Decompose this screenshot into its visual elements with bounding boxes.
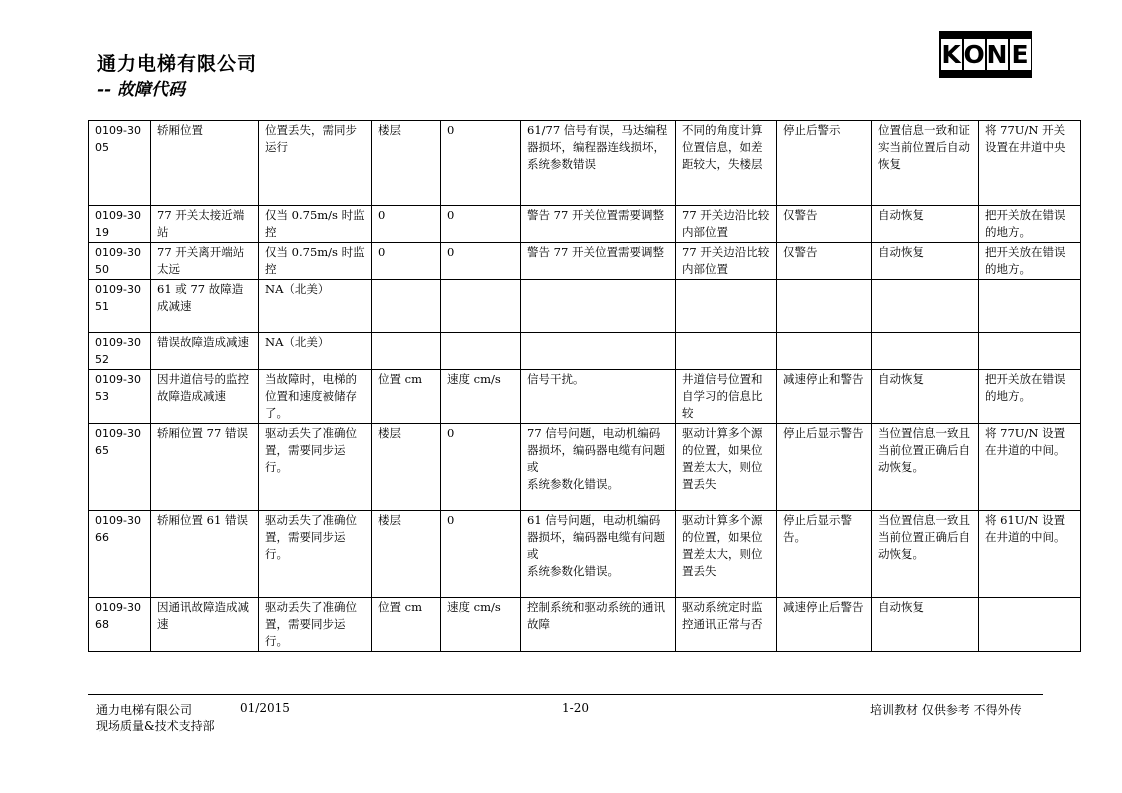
cell-text: 当位置信息一致且当前位置正确后自动恢复。: [878, 513, 970, 561]
table-row: [89, 370, 1081, 424]
cell-text: 仅当 0.75m/s 时监控: [265, 208, 365, 239]
table-cell: [372, 243, 441, 280]
table-cell: [372, 333, 441, 370]
table-cell: [151, 598, 259, 652]
table-cell: [89, 424, 151, 511]
table-cell: [372, 280, 441, 333]
table-cell: [89, 280, 151, 333]
cell-text: 停止后显示警告: [783, 426, 864, 440]
table-cell: [676, 424, 777, 511]
cell-text: 减速停止和警告: [783, 372, 864, 386]
table-cell: [151, 243, 259, 280]
table-cell: [777, 280, 872, 333]
cell-text: 楼层: [378, 123, 401, 137]
table-cell: [872, 121, 979, 206]
table-row: [89, 280, 1081, 333]
cell-text: 自动恢复: [878, 372, 924, 386]
table-cell: [979, 206, 1081, 243]
cell-text: 61 信号问题，电动机编码器损坏，编码器电缆有问题或 系统参数化错误。: [527, 513, 665, 578]
fault-code: 0109-3005: [95, 124, 141, 154]
table-cell: [441, 333, 521, 370]
cell-text: 将 77U/N 设置在井道的中间。: [985, 426, 1066, 457]
cell-text: 77 信号问题，电动机编码器损坏，编码器电缆有问题或 系统参数化错误。: [527, 426, 665, 491]
cell-text: 驱动丢失了准确位置，需要同步运行。: [265, 513, 357, 561]
table-cell: [979, 370, 1081, 424]
cell-text: 位置 cm: [378, 372, 423, 386]
cell-text: 0: [447, 245, 455, 259]
cell-text: 将 77U/N 开关设置在井道中央: [985, 123, 1066, 154]
fault-code: 0109-3019: [95, 209, 141, 239]
cell-text: 轿厢位置 61 错误: [157, 513, 248, 527]
table-cell: [259, 121, 372, 206]
table-cell: [676, 370, 777, 424]
table-cell: [521, 424, 676, 511]
table-cell: [441, 424, 521, 511]
table-cell: [259, 243, 372, 280]
table-row: [89, 333, 1081, 370]
table-cell: [676, 511, 777, 598]
logo-letter: N: [986, 40, 1008, 69]
table-cell: [872, 280, 979, 333]
table-cell: [89, 206, 151, 243]
table-cell: [979, 424, 1081, 511]
cell-text: 不同的角度计算位置信息，如差距较大，失楼层: [682, 123, 763, 171]
footer-department: 现场质量&技术支持部: [96, 719, 215, 733]
table-row: [89, 121, 1081, 206]
table-cell: [676, 598, 777, 652]
table-cell: [979, 333, 1081, 370]
table-cell: [151, 424, 259, 511]
cell-text: 77 开关边沿比较内部位置: [682, 208, 770, 239]
table-cell: [521, 598, 676, 652]
cell-text: 把开关放在错误的地方。: [985, 208, 1066, 239]
cell-text: NA（北美）: [265, 282, 330, 296]
cell-text: 轿厢位置: [157, 123, 203, 137]
cell-text: 因通讯故障造成减速: [157, 600, 249, 631]
fault-code: 0109-3068: [95, 601, 141, 631]
table-cell: [259, 598, 372, 652]
cell-text: 把开关放在错误的地方。: [985, 372, 1066, 403]
table-cell: [259, 511, 372, 598]
cell-text: 0: [447, 513, 455, 527]
table-cell: [441, 243, 521, 280]
cell-text: 因井道信号的监控故障造成减速: [157, 372, 249, 403]
cell-text: 仅当 0.75m/s 时监控: [265, 245, 365, 276]
cell-text: 自动恢复: [878, 600, 924, 614]
logo-letter: K: [941, 40, 961, 69]
table-cell: [151, 206, 259, 243]
cell-text: 警告 77 开关位置需要调整: [527, 245, 664, 259]
cell-text: 0: [447, 123, 455, 137]
table-cell: [676, 243, 777, 280]
cell-text: 速度 cm/s: [447, 600, 501, 614]
table-cell: [777, 121, 872, 206]
footer-company: 通力电梯有限公司: [96, 703, 193, 717]
cell-text: 61 或 77 故障造成减速: [157, 282, 244, 313]
table-cell: [441, 511, 521, 598]
cell-text: 速度 cm/s: [447, 372, 501, 386]
table-cell: [777, 206, 872, 243]
table-cell: [777, 333, 872, 370]
cell-text: 自动恢复: [878, 245, 924, 259]
table-cell: [521, 121, 676, 206]
table-cell: [441, 280, 521, 333]
table-cell: [89, 598, 151, 652]
cell-text: NA（北美）: [265, 335, 330, 349]
table-cell: [151, 121, 259, 206]
cell-text: 当位置信息一致且当前位置正确后自动恢复。: [878, 426, 970, 474]
table-row: [89, 243, 1081, 280]
table-cell: [441, 121, 521, 206]
table-cell: [872, 424, 979, 511]
company-title: 通力电梯有限公司: [97, 53, 258, 75]
cell-text: 控制系统和驱动系统的通讯故障: [527, 600, 665, 631]
table-cell: [521, 280, 676, 333]
table-cell: [259, 370, 372, 424]
fault-code-table: [88, 120, 1081, 652]
table-cell: [676, 333, 777, 370]
table-cell: [89, 121, 151, 206]
cell-text: 位置丢失，需同步运行: [265, 123, 357, 154]
cell-text: 停止后显示警告。: [783, 513, 852, 544]
table-cell: [979, 280, 1081, 333]
fault-code: 0109-3052: [95, 336, 141, 366]
cell-text: 轿厢位置 77 错误: [157, 426, 248, 440]
cell-text: 0: [447, 426, 455, 440]
cell-text: 信号干扰。: [527, 372, 585, 386]
table-cell: [777, 598, 872, 652]
cell-text: 仅警告: [783, 245, 818, 259]
cell-text: 把开关放在错误的地方。: [985, 245, 1066, 276]
fault-code: 0109-3065: [95, 427, 141, 457]
table-cell: [777, 424, 872, 511]
table-cell: [777, 243, 872, 280]
cell-text: 驱动丢失了准确位置，需要同步运行。: [265, 426, 357, 474]
table-cell: [372, 511, 441, 598]
table-cell: [872, 243, 979, 280]
table-cell: [89, 243, 151, 280]
cell-text: 楼层: [378, 513, 401, 527]
table-cell: [521, 511, 676, 598]
table-cell: [151, 333, 259, 370]
cell-text: 将 61U/N 设置在井道的中间。: [985, 513, 1066, 544]
footer-notice: 培训教材 仅供参考 不得外传: [870, 703, 1022, 717]
table-cell: [872, 598, 979, 652]
table-row: [89, 598, 1081, 652]
logo-letter: E: [1011, 40, 1029, 69]
table-cell: [259, 424, 372, 511]
table-cell: [872, 511, 979, 598]
table-cell: [777, 370, 872, 424]
cell-text: 驱动丢失了准确位置，需要同步运行。: [265, 600, 357, 648]
table-cell: [676, 206, 777, 243]
table-cell: [676, 121, 777, 206]
footer-page-number: 1-20: [562, 701, 589, 715]
table-cell: [372, 370, 441, 424]
cell-text: 停止后警示: [783, 123, 841, 137]
fault-code: 0109-3050: [95, 246, 141, 276]
table-cell: [372, 424, 441, 511]
cell-text: 自动恢复: [878, 208, 924, 222]
table-cell: [441, 370, 521, 424]
table-cell: [979, 243, 1081, 280]
kone-logo: [939, 31, 1032, 78]
table-cell: [151, 280, 259, 333]
table-cell: [441, 598, 521, 652]
table-row: [89, 424, 1081, 511]
fault-code: 0109-3051: [95, 283, 141, 313]
cell-text: 仅警告: [783, 208, 818, 222]
cell-text: 77 开关太接近端站: [157, 208, 245, 239]
table-cell: [872, 333, 979, 370]
table-cell: [372, 598, 441, 652]
table-cell: [89, 370, 151, 424]
table-row: [89, 511, 1081, 598]
cell-text: 61/77 信号有误，马达编程器损坏，编程器连线损坏，系统参数错误: [527, 123, 668, 171]
cell-text: 当故障时，电梯的位置和速度被储存了。: [265, 372, 357, 420]
cell-text: 驱动计算多个源的位置，如果位置差太大，则位置丢失: [682, 513, 763, 578]
cell-text: 位置 cm: [378, 600, 423, 614]
table-row: [89, 206, 1081, 243]
document-subtitle: -- 故障代码: [97, 80, 186, 100]
table-cell: [89, 511, 151, 598]
cell-text: 0: [378, 208, 386, 222]
cell-text: 楼层: [378, 426, 401, 440]
table-cell: [521, 243, 676, 280]
cell-text: 警告 77 开关位置需要调整: [527, 208, 664, 222]
fault-code: 0109-3053: [95, 373, 141, 403]
cell-text: 0: [447, 208, 455, 222]
cell-text: 错误故障造成减速: [157, 335, 249, 349]
table-cell: [372, 121, 441, 206]
cell-text: 减速停止后警告: [783, 600, 864, 614]
table-cell: [979, 598, 1081, 652]
table-cell: [259, 280, 372, 333]
table-cell: [259, 206, 372, 243]
cell-text: 位置信息一致和证实当前位置后自动恢复: [878, 123, 970, 171]
table-cell: [372, 206, 441, 243]
table-cell: [676, 280, 777, 333]
cell-text: 77 开关离开端站太远: [157, 245, 245, 276]
table-cell: [521, 370, 676, 424]
table-cell: [872, 206, 979, 243]
footer-date: 01/2015: [240, 701, 290, 715]
table-cell: [521, 333, 676, 370]
fault-code: 0109-3066: [95, 514, 141, 544]
cell-text: 驱动计算多个源的位置，如果位置差太大，则位置丢失: [682, 426, 763, 491]
footer-divider: [88, 694, 1043, 695]
table-cell: [151, 511, 259, 598]
table-cell: [89, 333, 151, 370]
table-cell: [872, 370, 979, 424]
cell-text: 驱动系统定时监控通讯正常与否: [682, 600, 763, 631]
table-cell: [151, 370, 259, 424]
table-cell: [979, 511, 1081, 598]
table-cell: [777, 511, 872, 598]
cell-text: 井道信号位置和自学习的信息比较: [682, 372, 763, 420]
table-cell: [521, 206, 676, 243]
cell-text: 77 开关边沿比较内部位置: [682, 245, 770, 276]
table-cell: [441, 206, 521, 243]
cell-text: 0: [378, 245, 386, 259]
table-cell: [259, 333, 372, 370]
logo-letter: O: [963, 40, 985, 69]
table-cell: [979, 121, 1081, 206]
